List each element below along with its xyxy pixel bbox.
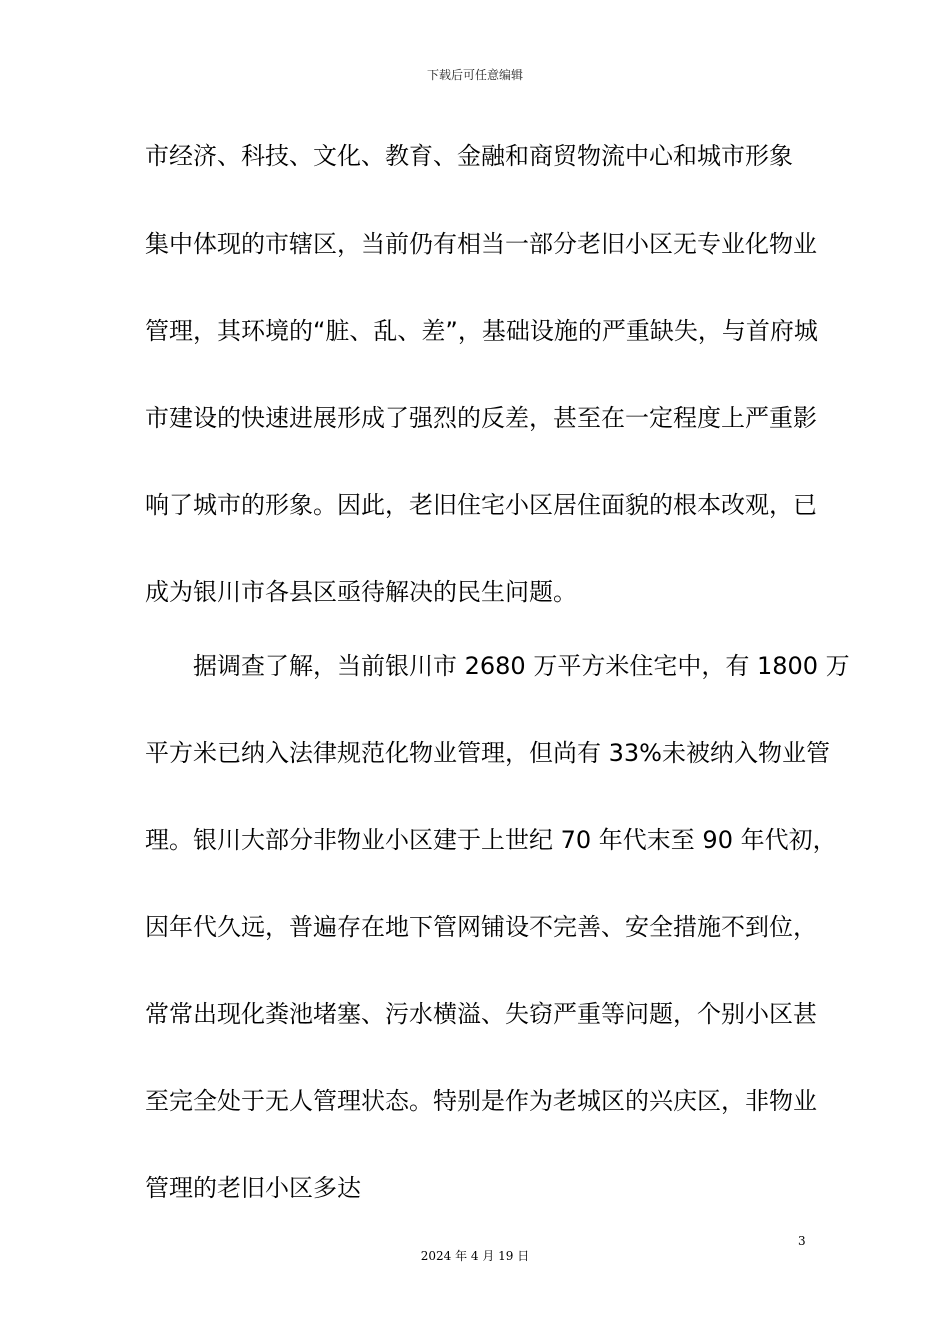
body-line: 据调查了解，当前银川市 2680 万平方米住宅中，有 1800 万 — [145, 652, 850, 680]
body-line: 管理的老旧小区多达 — [145, 1174, 361, 1202]
body-line: 响了城市的形象。因此，老旧住宅小区居住面貌的根本改观，已 — [145, 491, 817, 519]
body-line: 因年代久远，普遍存在地下管网铺设不完善、安全措施不到位， — [145, 913, 817, 941]
body-line: 常常出现化粪池堵塞、污水横溢、失窃严重等问题，个别小区甚 — [145, 1000, 817, 1028]
body-line: 管理，其环境的“脏、乱、差”，基础设施的严重缺失，与首府城 — [145, 317, 818, 345]
body-line: 市经济、科技、文化、教育、金融和商贸物流中心和城市形象 — [145, 142, 793, 170]
body-line: 集中体现的市辖区，当前仍有相当一部分老旧小区无专业化物业 — [145, 230, 817, 258]
body-line: 成为银川市各县区亟待解决的民生问题。 — [145, 578, 577, 606]
body-line: 市建设的快速进展形成了强烈的反差，甚至在一定程度上严重影 — [145, 404, 817, 432]
body-line: 平方米已纳入法律规范化物业管理，但尚有 33%未被纳入物业管 — [145, 739, 830, 767]
header-note: 下载后可任意编辑 — [426, 68, 523, 82]
body-line: 至完全处于无人管理状态。特别是作为老城区的兴庆区，非物业 — [145, 1087, 817, 1115]
body-line: 理。银川大部分非物业小区建于上世纪 70 年代末至 90 年代初， — [145, 826, 837, 854]
footer-date: 2024 年 4 月 19 日 — [420, 1249, 530, 1263]
page-number: 3 — [798, 1234, 806, 1248]
